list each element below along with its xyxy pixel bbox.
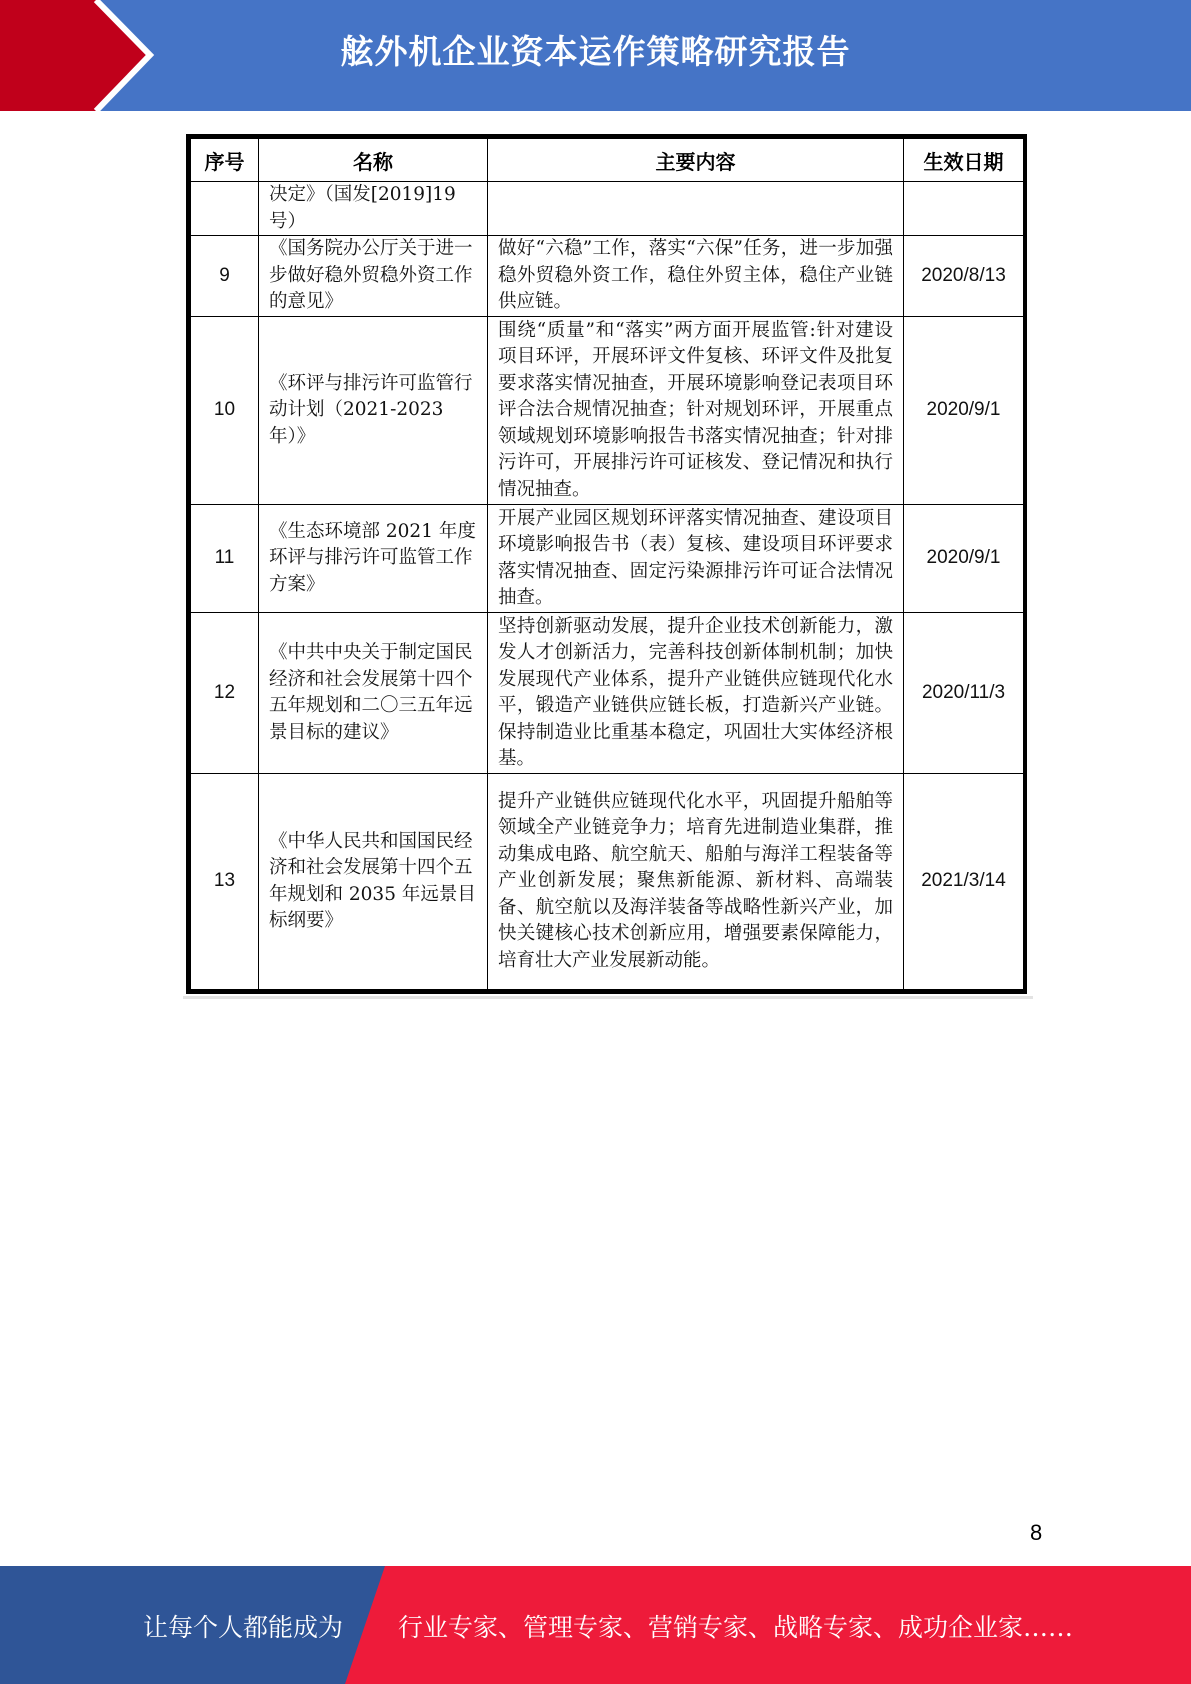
table-header-row xyxy=(191,139,1024,182)
row-name: 决定》（国发[2019]19号） xyxy=(259,182,488,236)
column-header-number: 序号 xyxy=(191,139,259,182)
row-number: 13 xyxy=(191,774,259,990)
row-number: 11 xyxy=(191,505,259,613)
table-row xyxy=(191,613,1024,774)
page-footer xyxy=(0,1566,1191,1684)
row-content: 提升产业链供应链现代化水平，巩固提升船舶等领域全产业链竞争力；培育先进制造业集群，推动集成电路、航空航天、船舶与海洋工程装备等产业创新发展；聚焦新能源、新材料、高端装备、航空航以及海洋装备等战略性新兴产业，加快关键核心技术创新应用，增强要素保障能力，培育壮大产业发展新动能。 xyxy=(488,774,904,990)
footer-slogan-right: 行业专家、管理专家、营销专家、战略专家、成功企业家…… xyxy=(398,1613,1074,1642)
table-row xyxy=(191,317,1024,505)
table-row xyxy=(191,774,1024,990)
row-number xyxy=(191,182,259,236)
column-header-date: 生效日期 xyxy=(904,139,1024,182)
row-date: 2020/8/13 xyxy=(904,236,1024,317)
row-name: 《国务院办公厅关于进一步做好稳外贸稳外资工作的意见》 xyxy=(259,236,488,317)
row-content: 围绕“质量”和“落实”两方面开展监管:针对建设项目环评，开展环评文件复核、环评文件及批复要求落实情况抽查，开展环境影响登记表项目环评合法合规情况抽查；针对规划环评，开展重点领域规划环境影响报告书落实情况抽查；针对排污许可，开展排污许可证核发、登记情况和执行情况抽查。 xyxy=(488,317,904,505)
table-row xyxy=(191,236,1024,317)
row-content xyxy=(488,182,904,236)
row-name: 《生态环境部 2021 年度环评与排污许可监管工作方案》 xyxy=(259,505,488,613)
page-number: 8 xyxy=(1030,1520,1043,1545)
row-number: 10 xyxy=(191,317,259,505)
table-row xyxy=(191,182,1024,236)
row-date: 2020/9/1 xyxy=(904,505,1024,613)
report-title: 舷外机企业资本运作策略研究报告 xyxy=(340,32,851,71)
policy-table xyxy=(186,134,1027,994)
row-content: 坚持创新驱动发展，提升企业技术创新能力，激发人才创新活力，完善科技创新体制机制；加快发展现代产业体系，提升产业链供应链现代化水平，锻造产业链供应链长板，打造新兴产业链。保持制造业比重基本稳定，巩固壮大实体经济根基。 xyxy=(488,613,904,774)
row-date: 2021/3/14 xyxy=(904,774,1024,990)
row-date: 2020/9/1 xyxy=(904,317,1024,505)
row-name: 《环评与排污许可监管行动计划（2021-2023年）》 xyxy=(259,317,488,505)
table-row xyxy=(191,505,1024,613)
page-header xyxy=(0,0,1191,111)
footer-slogan-left: 让每个人都能成为 xyxy=(143,1613,344,1642)
column-header-content: 主要内容 xyxy=(488,139,904,182)
row-date: 2020/11/3 xyxy=(904,613,1024,774)
row-number: 12 xyxy=(191,613,259,774)
table-shadow-line xyxy=(183,996,1033,999)
row-date xyxy=(904,182,1024,236)
row-name: 《中华人民共和国国民经济和社会发展第十四个五年规划和 2035 年远景目标纲要》 xyxy=(259,774,488,990)
column-header-name: 名称 xyxy=(259,139,488,182)
row-number: 9 xyxy=(191,236,259,317)
row-name: 《中共中央关于制定国民经济和社会发展第十四个五年规划和二〇三五年远景目标的建议》 xyxy=(259,613,488,774)
row-content: 开展产业园区规划环评落实情况抽查、建设项目环境影响报告书（表）复核、建设项目环评要求落实情况抽查、固定污染源排污许可证合法情况抽查。 xyxy=(488,505,904,613)
row-content: 做好“六稳”工作，落实“六保”任务，进一步加强稳外贸稳外资工作，稳住外贸主体，稳住产业链供应链。 xyxy=(488,236,904,317)
